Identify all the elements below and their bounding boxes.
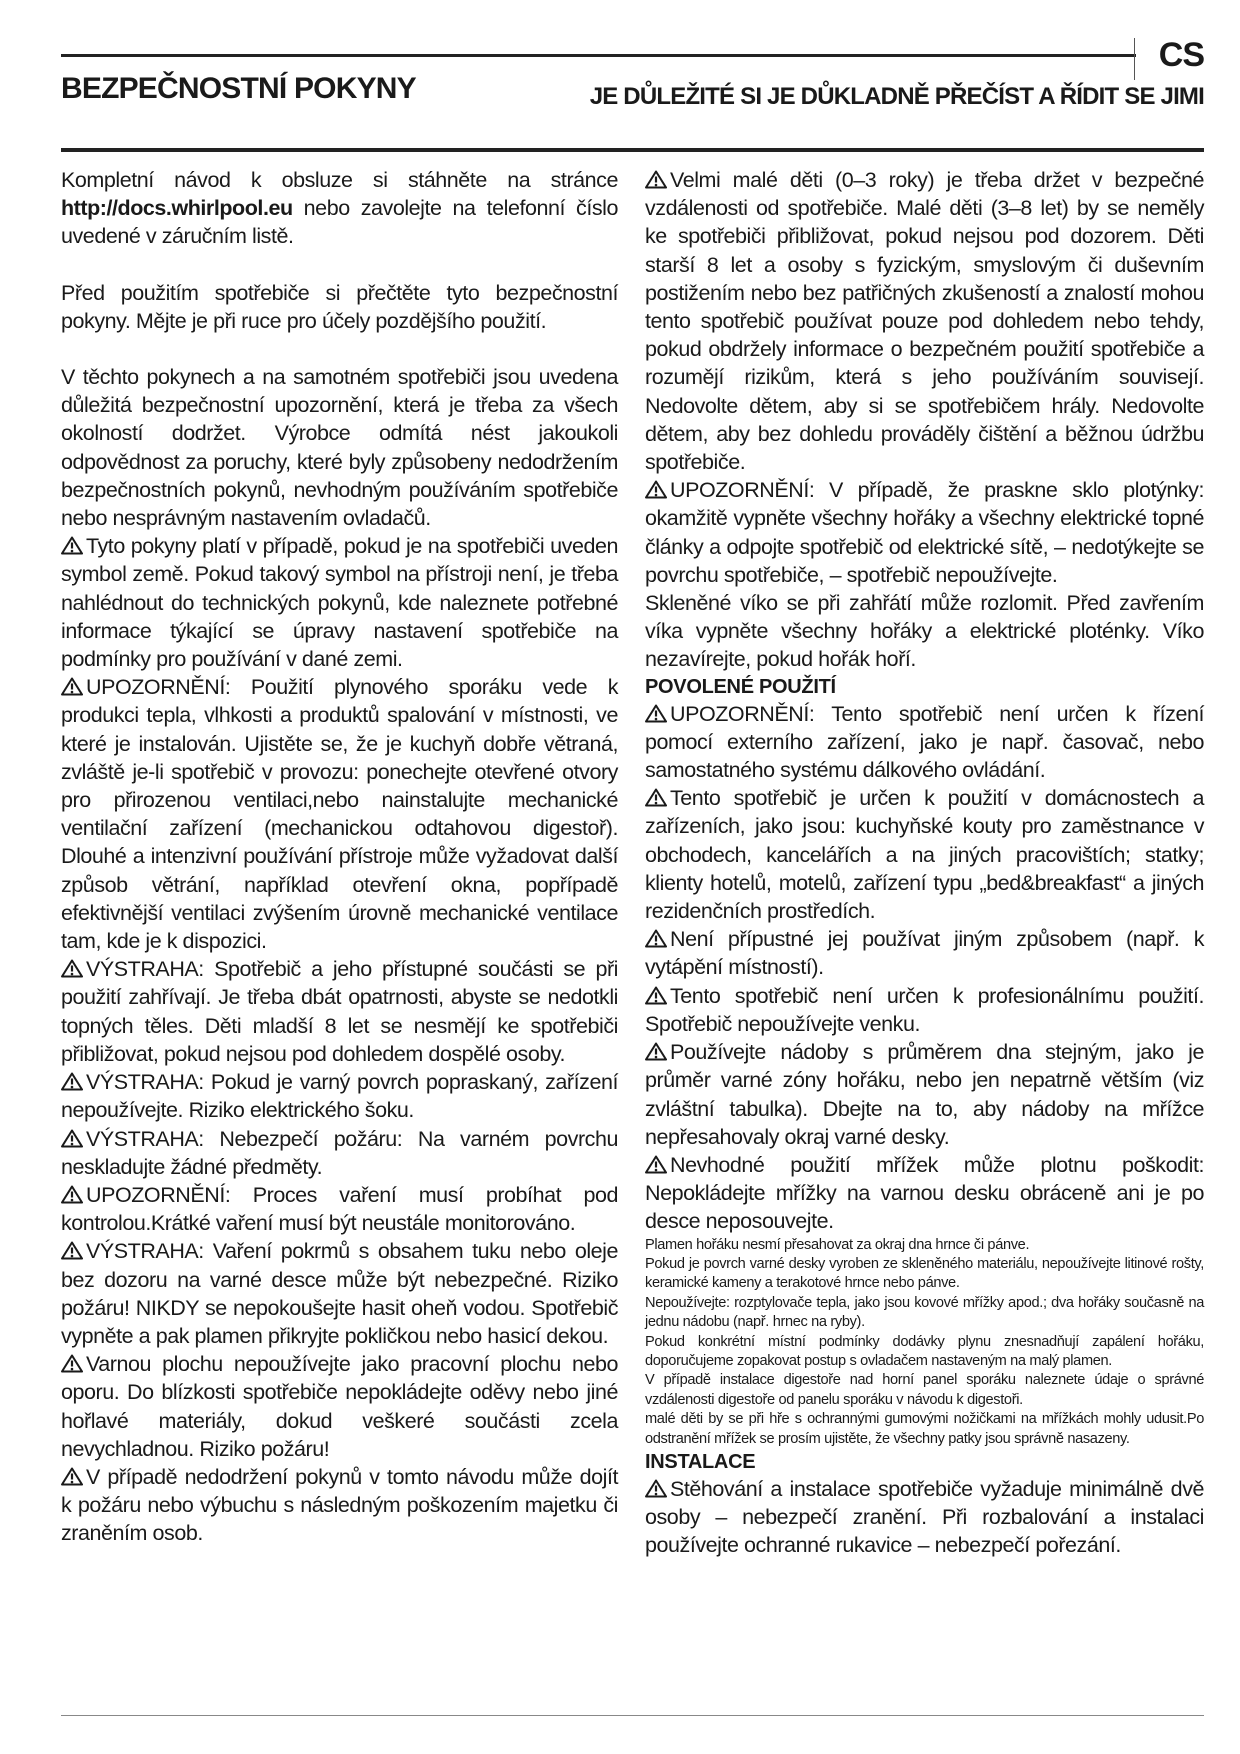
paragraph-text: Používejte nádoby s průměrem dna stejným, jako je průměr varné zóny hořáku, nebo jen nepatrně větším (viz zvláštní tabulka). Dbejte na to, aby nádoby na mřížce nepřesahovaly okraj varné desky. [645,1040,1204,1149]
warning-paragraph [645,1475,1204,1560]
paragraph-text: UPOZORNĚNÍ: Proces vaření musí probíhat pod kontrolou.Krátké vaření musí být neustále monitorováno. [61,1182,618,1236]
warning-paragraph [645,982,1204,1038]
paragraph-text: Skleněné víko se při zahřátí může rozlomit. Před zavřením víka vypněte všechny hořáky a elektrické ploténky. Víko nezavírejte, pokud hořák hoří. [645,591,1204,672]
paragraph-text: VÝSTRAHA: Nebezpečí požáru: Na varném povrchu neskladujte žádné předměty. [61,1126,618,1179]
paragraph [645,1333,1204,1372]
paragraph-text: Varnou plochu nepoužívejte jako pracovní plochu nebo oporu. Do blízkosti spotřebiče nepokládejte oděvy nebo jiné hořlavé materiály, dokud veškeré součásti zcela nevychladnou. Riziko požáru! [61,1352,618,1461]
warning-paragraph [645,700,1204,785]
warning-triangle-icon [645,984,667,1003]
warning-paragraph [61,1350,618,1463]
warning-triangle-icon [645,168,667,187]
warning-paragraph [61,1181,618,1237]
warning-triangle-icon [61,1352,83,1371]
paragraph-text: Pokud je povrch varné desky vyroben ze skleněného materiálu, nepoužívejte litinové rošty, keramické kameny a terakotové hrnce nebo pánve. [645,1255,1204,1292]
paragraph-text: UPOZORNĚNÍ: V případě, že praskne sklo plotýnky: okamžitě vypněte všechny hořáky a všechny elektrické topné články a odpojte spotřebič od elektrické sítě, – nedotýkejte se povrchu spotřebiče, – spotřebič nepoužívejte. [645,478,1204,587]
website-link[interactable]: http://docs.whirlpool.eu [61,196,293,221]
section-heading: INSTALACE [645,1450,756,1473]
language-code: CS [1158,36,1204,74]
paragraph-text: VÝSTRAHA: Pokud je varný povrch popraskaný, zařízení nepoužívejte. Riziko elektrického šoku. [61,1070,618,1123]
warning-triangle-icon [61,1070,83,1089]
warning-paragraph [61,673,618,955]
page-subtitle: JE DŮLEŽITÉ SI JE DŮKLADNĚ PŘEČÍST A ŘÍDIT SE JIMI [589,83,1204,110]
right-column [645,166,1204,1560]
paragraph-text: Tento spotřebič není určen k profesionálnímu použití. Spotřebič nepoužívejte venku. [645,983,1204,1036]
warning-triangle-icon [61,1127,83,1146]
intro-paragraph [61,166,618,251]
warning-paragraph [645,925,1204,981]
warning-triangle-icon [645,478,667,497]
warning-paragraph [645,166,1204,476]
intro-text-end: nebo zavolejte na telefonní číslo uvedené v záručním listě. [61,196,618,249]
header-divider [1134,38,1135,80]
warning-paragraph [645,784,1204,925]
paragraph-text: V případě instalace digestoře nad horní panel sporáku naleznete údaje o správné vzdálenosti digestoře od panelu sporáku v návodu k digestoři. [645,1372,1204,1408]
paragraph-text: Stěhování a instalace spotřebiče vyžaduje minimálně dvě osoby – nebezpečí zranění. Při rozbalování a instalaci používejte ochranné rukavice – nebezpečí pořezání. [645,1476,1204,1558]
paragraph [645,1294,1204,1333]
warning-paragraph [61,1125,618,1181]
warning-triangle-icon [645,1477,667,1496]
warning-triangle-icon [645,1153,667,1172]
paragraph-text: Tento spotřebič je určen k použití v domácnostech a zařízeních, jako jsou: kuchyňské kouty pro zaměstnance v obchodech, kancelářích a na jiných pracovištích; statky; klienty hotelů, motelů, zařízení typu „bed&breakfast“ a jiných rezidenčních prostředích. [645,786,1204,924]
paragraph-text: V případě nedodržení pokynů v tomto návodu může dojít k požáru nebo výbuchu s následným poškozením majetku či zraněním osob. [61,1464,618,1546]
warning-triangle-icon [61,1239,83,1258]
paragraph-text: Pokud konkrétní místní podmínky dodávky plynu znesnadňují zapálení hořáku, doporučujeme zopakovat postup s ovladačem nastaveným na malý plamen. [645,1333,1204,1369]
warning-paragraph [645,1038,1204,1151]
paragraph-text: V těchto pokynech a na samotném spotřebiči jsou uvedena důležitá bezpečnostní upozornění, která je třeba za všech okolností dodržet. Výrobce odmítá nést jakoukoli odpovědnost za poruchy, které byly způsobeny nedodržením bezpečnostních pokynů, nevhodným používáním spotřebiče nebo nesprávným nastavením ovladačů. [61,365,618,531]
paragraph-text: Tyto pokyny platí v případě, pokud je na spotřebiči uveden symbol země. Pokud takový symbol na přístroji není, je třeba nahlédnout do technických pokynů, kde naleznete potřebné informace týkající se úpravy nastavení spotřebiče na podmínky pro používání v dané zemi. [61,534,618,672]
warning-triangle-icon [645,702,667,721]
paragraph [645,1236,1204,1255]
paragraph-text: Velmi malé děti (0–3 roky) je třeba držet v bezpečné vzdálenosti od spotřebiče. Malé děti (3–8 let) by se neměly ke spotřebiči přibližovat, pokud nejsou pod dozorem. Děti starší 8 let a osoby s fyzickým, smyslovým či duševním postižením nebo bez patřičných zkušeností a znalostí mohou tento spotřebič používat pouze pod dohledem nebo tehdy, pokud obdržely informace o bezpečném použití spotřebiče a rozumějí rizikům, která s jeho používáním souvisejí. Nedovolte dětem, aby si se spotřebičem hrály. Nedovolte dětem, aby bez dohledu prováděly čištění a běžnou údržbu spotřebiče. [645,168,1204,475]
paragraph [645,1371,1204,1410]
warning-triangle-icon [61,1465,83,1484]
warning-triangle-icon [645,927,667,946]
paragraph-text: VÝSTRAHA: Spotřebič a jeho přístupné součásti se při použití zahřívají. Je třeba dbát opatrnosti, abyste se nedotkli topných těles. Děti mladší 8 let se nesmějí ke spotřebiči přibližovat, pokud nejsou pod dohledem dospělé osoby. [61,957,618,1066]
paragraph-text: Plamen hořáku nesmí přesahovat za okraj dna hrnce či pánve. [645,1236,1030,1253]
warning-paragraph [645,476,1204,589]
paragraph-text: VÝSTRAHA: Vaření pokrmů s obsahem tuku nebo oleje bez dozoru na varné desce může být nebezpečné. Riziko požáru! NIKDY se nepokoušejte hasit oheň vodou. Spotřebič vypněte a pak plamen přikryjte pokličkou nebo hasicí dekou. [61,1239,618,1348]
paragraph-text: UPOZORNĚNÍ: Použití plynového sporáku vede k produkci tepla, vlhkosti a produktů spalování v místnosti, ve které je instalován. Ujistěte se, že je kuchyň dobře větraná, zvláště je-li spotřebič v provozu: ponechejte otevřené otvory pro přirozenou ventilaci,nebo nainstalujte mechanické ventilační zařízení (mechanickou odtahovou digestoř). Dlouhé a intenzivní používání přístroje může vyžadovat další způsob větrání, například otevření okna, popřípadě efektivnější ventilaci zvýšením úrovně mechanické ventilace tam, kde je k dispozici. [61,675,618,954]
warning-paragraph [61,532,618,673]
warning-triangle-icon [645,1040,667,1059]
paragraph [61,363,618,532]
warning-triangle-icon [61,957,83,976]
warning-triangle-icon [61,675,83,694]
paragraph-text: Nepoužívejte: rozptylovače tepla, jako jsou kovové mřížky apod.; dva hořáky současně na jednu nádobu (např. hrnec na ryby). [645,1294,1204,1331]
right-column-body [645,166,1204,1560]
left-column-body [61,279,618,1548]
header-bottom-rule [61,148,1204,152]
footer-rule [61,1715,1204,1716]
warning-paragraph [61,1237,618,1350]
paragraph-text: Před použitím spotřebiče si přečtěte tyto bezpečnostní pokyny. Mějte je při ruce pro účely pozdějšího použití. [61,280,618,333]
warning-triangle-icon [645,786,667,805]
intro-text: Kompletní návod k obsluze si stáhněte na stránce [61,168,618,192]
paragraph [61,279,618,335]
paragraph-text: Nevhodné použití mřížek může plotnu poškodit: Nepokládejte mřížky na varnou desku obráceně ani je po desce neposouvejte. [645,1152,1204,1234]
paragraph [645,589,1204,674]
section-heading: POVOLENÉ POUŽITÍ [645,675,836,698]
warning-paragraph [645,1151,1204,1236]
header-top-rule [61,54,1136,57]
page-title: BEZPEČNOSTNÍ POKYNY [61,72,416,105]
paragraph-text: Není přípustné jej používat jiným způsobem (např. k vytápění místností). [645,927,1204,980]
warning-triangle-icon [61,534,83,553]
left-column [61,166,618,1548]
warning-paragraph [61,955,618,1068]
warning-paragraph [61,1068,618,1124]
paragraph-text: malé děti by se při hře s ochrannými gumovými nožičkami na mřížkách mohly udusit.Po odstranění mřížek se prosím ujistěte, že všechny patky jsou správně nasazeny. [645,1411,1204,1447]
paragraph [645,1410,1204,1449]
warning-triangle-icon [61,1183,83,1202]
warning-paragraph [61,1463,618,1548]
paragraph-text: UPOZORNĚNÍ: Tento spotřebič není určen k řízení pomocí externího zařízení, jako je např. časovač, nebo samostatného systému dálkového ovládání. [645,701,1204,783]
paragraph [645,1255,1204,1294]
